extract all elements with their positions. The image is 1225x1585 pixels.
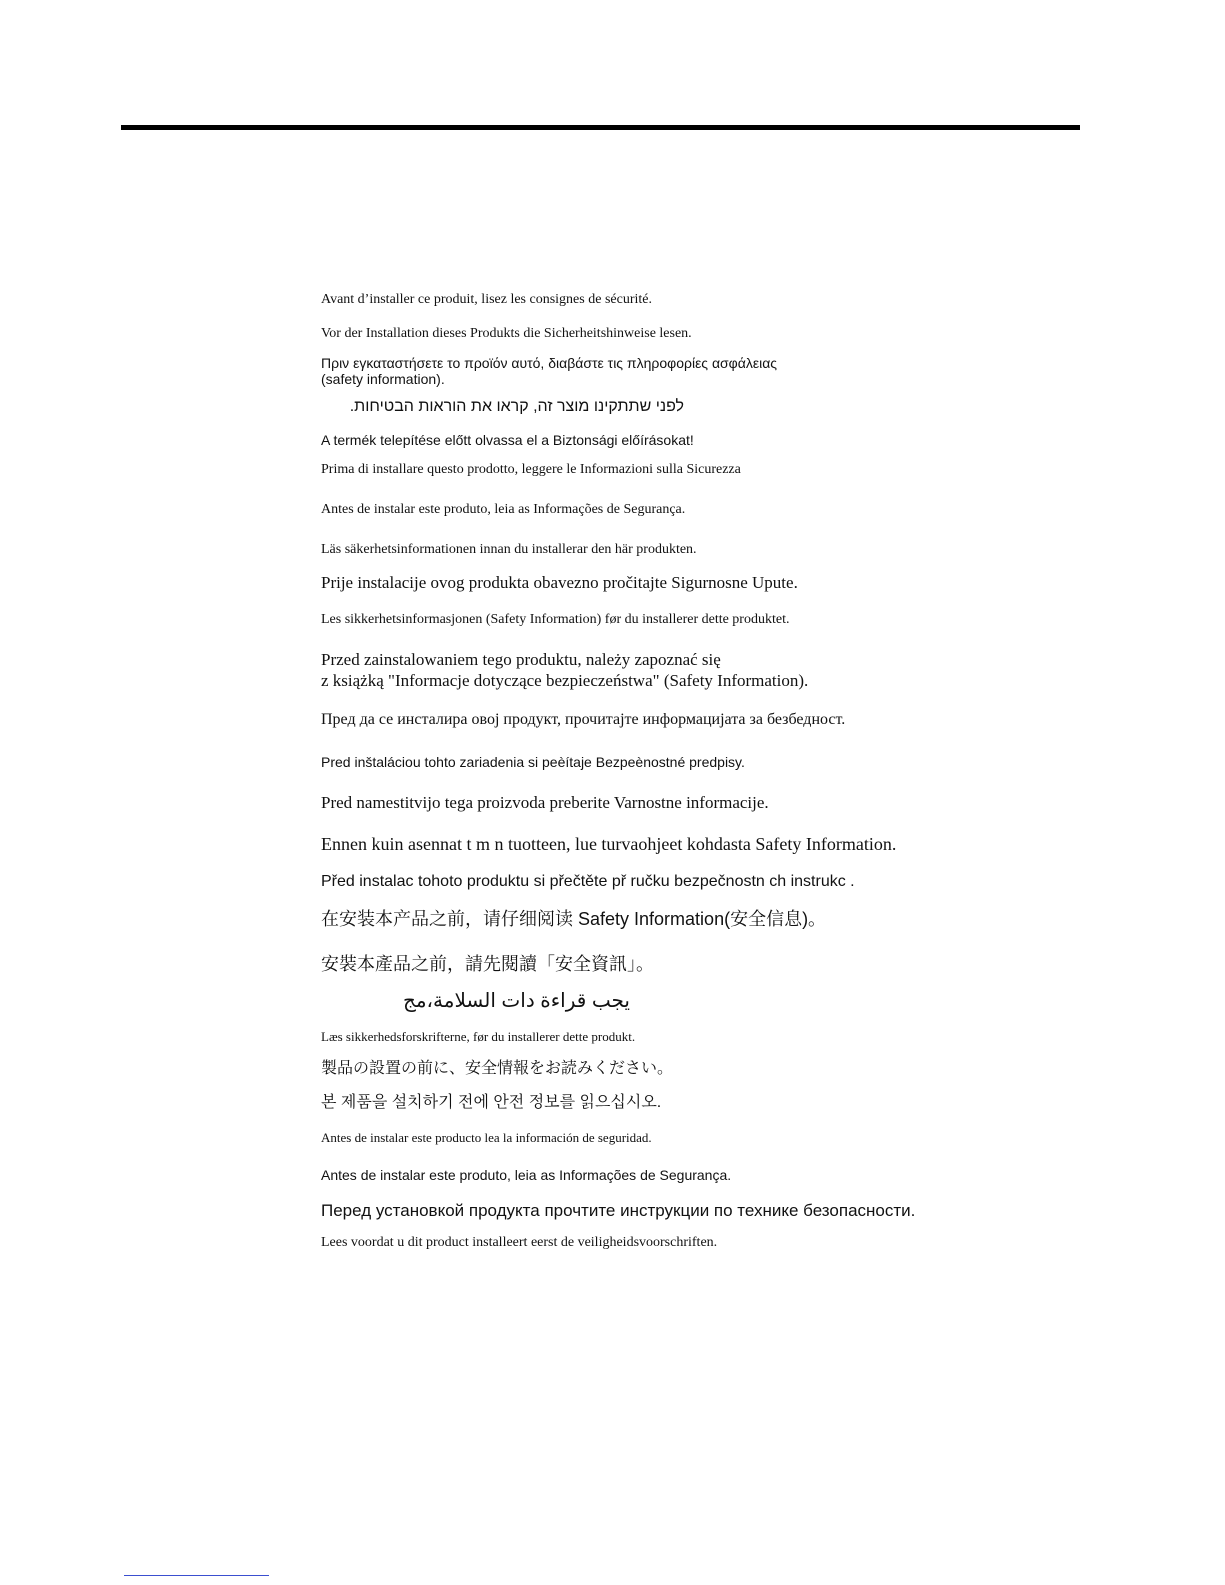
notice-finnish: Ennen kuin asennat t m n tuotteen, lue turvaohjeet kohdasta Safety Information. bbox=[321, 834, 897, 854]
notice-german: Vor der Installation dieses Produkts die Sicherheitshinweise lesen. bbox=[321, 326, 692, 341]
notice-slovak: Pred inštaláciou tohto zariadenia si peèítaje Bezpeènostné predpisy. bbox=[321, 754, 745, 770]
notice-croatian: Prije instalacije ovog produkta obavezno pročitajte Sigurnosne Upute. bbox=[321, 573, 798, 592]
notice-swedish: Läs säkerhetsinformationen innan du installerar den här produkten. bbox=[321, 542, 697, 557]
notice-greek-line2: (safety information). bbox=[321, 371, 445, 387]
notice-hebrew: לפני שתתקינו מוצר זה, קראו את הוראות הבטיחות. bbox=[349, 398, 684, 415]
notice-polish-line1: Przed zainstalowaniem tego produktu, należy zapoznać się bbox=[321, 650, 721, 669]
notice-dutch: Lees voordat u dit product installeert eerst de veiligheidsvoorschriften. bbox=[321, 1235, 718, 1250]
notice-chinese-traditional: 安裝本產品之前，請先閱讀「安全資訊」。 bbox=[321, 954, 654, 974]
notice-arabic: يجب قراءة دات السلامة،مج bbox=[402, 990, 630, 1012]
top-horizontal-rule bbox=[121, 125, 1080, 130]
notice-russian: Перед установкой продукта прочтите инструкции по технике безопасности. bbox=[321, 1201, 916, 1220]
notice-spanish: Antes de instalar este producto lea la información de seguridad. bbox=[321, 1130, 652, 1145]
notice-polish-line2: z książką "Informacje dotyczące bezpieczeństwa" (Safety Information). bbox=[321, 671, 809, 690]
notice-korean: 본 제품을 설치하기 전에 안전 정보를 읽으십시오. bbox=[321, 1094, 662, 1111]
notice-french: Avant d’installer ce produit, lisez les consignes de sécurité. bbox=[321, 292, 652, 307]
notice-greek-line1: Πριν εγκαταστήσετε το προϊόν αυτό, διαβάστε τις πληροφορίες ασφάλειας bbox=[321, 355, 778, 371]
notice-portuguese-br: Antes de instalar este produto, leia as Informações de Segurança. bbox=[321, 502, 686, 517]
notice-danish: Læs sikkerhedsforskrifterne, før du installerer dette produkt. bbox=[321, 1029, 636, 1044]
notice-portuguese-pt: Antes de instalar este produto, leia as Informações de Segurança. bbox=[321, 1167, 732, 1183]
notice-hungarian: A termék telepítése előtt olvassa el a Biztonsági előírásokat! bbox=[321, 432, 694, 448]
notice-chinese-simplified: 在安装本产品之前，请仔细阅读 Safety Information(安全信息)。 bbox=[321, 909, 827, 929]
notice-japanese: 製品の設置の前に、安全情報をお読みください。 bbox=[321, 1060, 674, 1077]
notice-norwegian: Les sikkerhetsinformasjonen (Safety Information) før du installerer dette produktet. bbox=[321, 612, 790, 627]
bottom-link-underline bbox=[124, 1575, 269, 1576]
notice-macedonian: Пред да се инсталира овој продукт, прочитајте информацијата за безбедност. bbox=[321, 711, 846, 728]
notice-slovenian: Pred namestitvijo tega proizvoda preberite Varnostne informacije. bbox=[321, 793, 769, 812]
notice-czech: Před instalac tohoto produktu si přečtěte př ručku bezpečnostn ch instrukc . bbox=[321, 873, 855, 890]
notice-italian: Prima di installare questo prodotto, leggere le Informazioni sulla Sicurezza bbox=[321, 462, 741, 477]
